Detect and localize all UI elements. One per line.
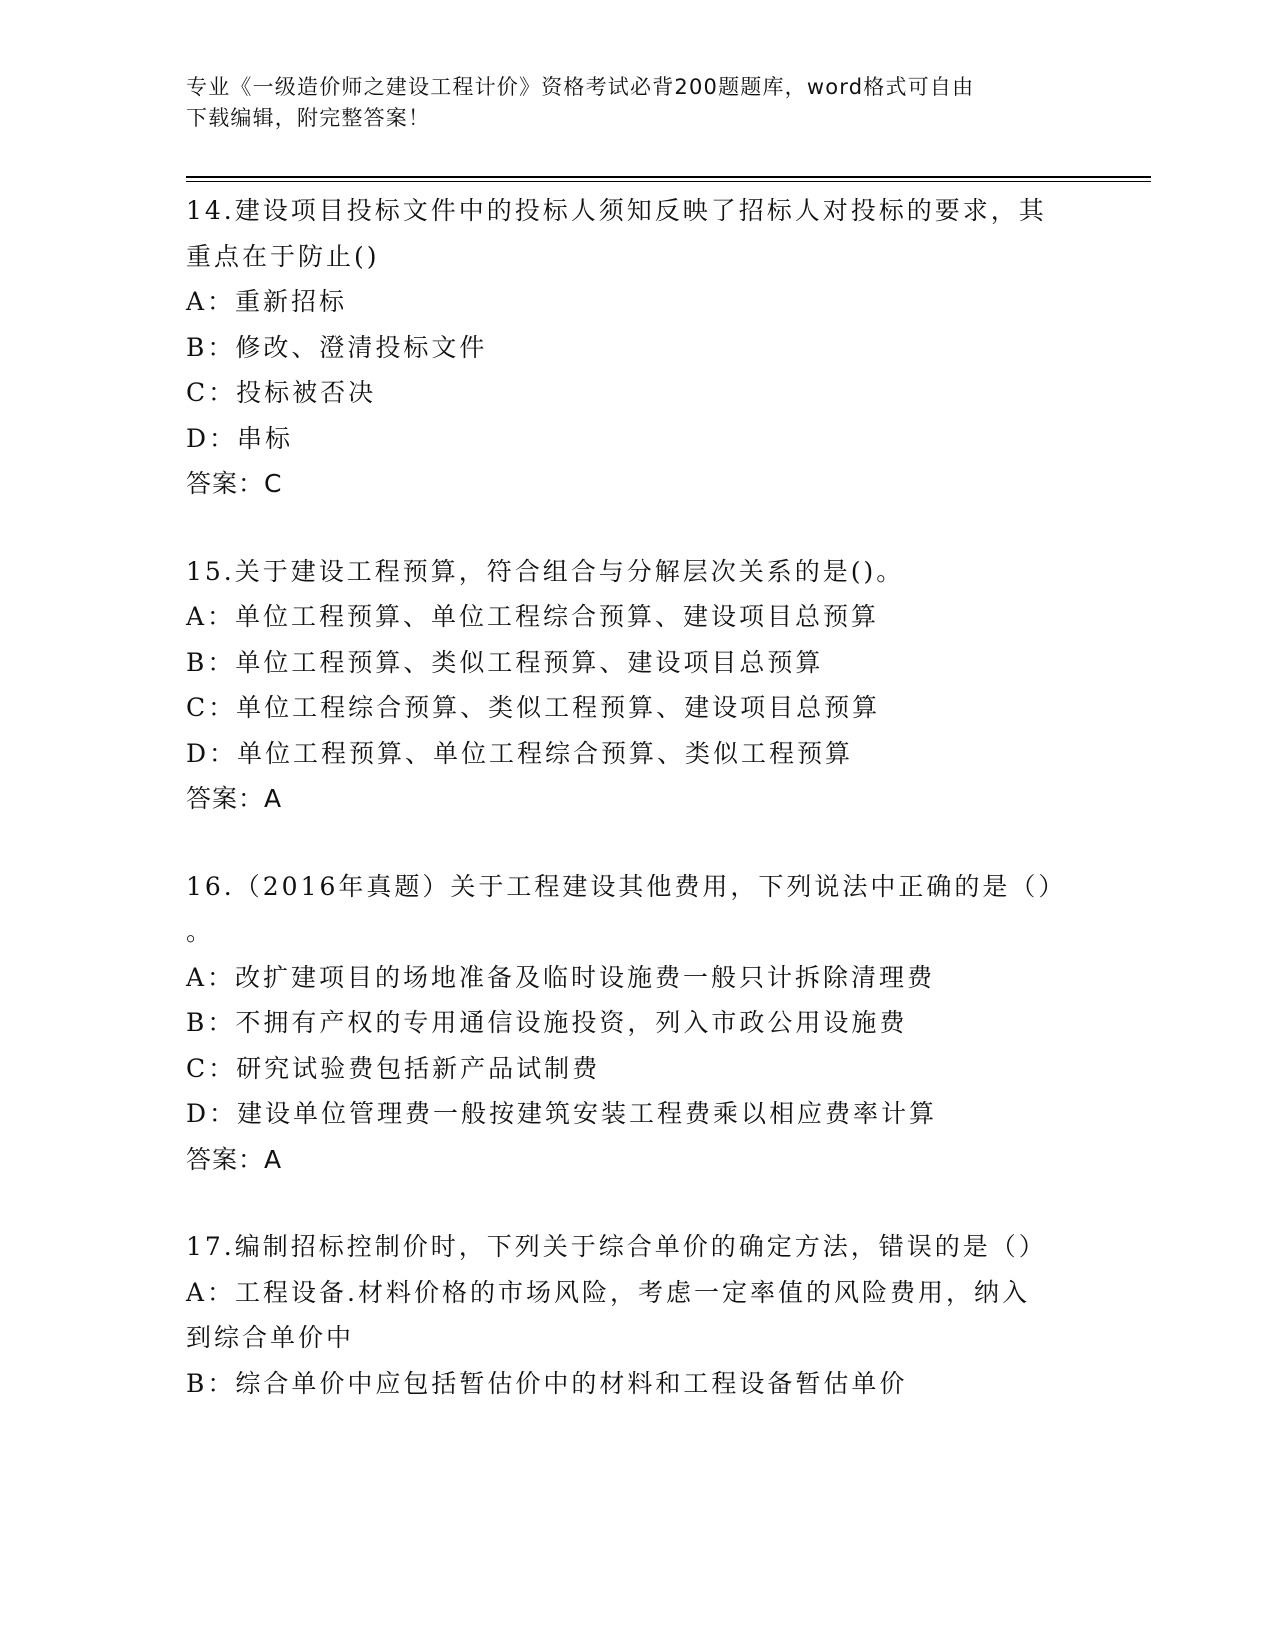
question-15: [186, 549, 1066, 822]
option-d: D：串标: [186, 423, 294, 453]
document-header: [186, 72, 1066, 134]
header-divider-thin: [186, 181, 1151, 182]
question-stem: 14.建设项目投标文件中的投标人须知反映了招标人对投标的要求，其: [186, 196, 1047, 225]
option-d: D：建设单位管理费一般按建筑安装工程费乘以相应费率计算: [186, 1099, 938, 1128]
question-stem-continued: 。: [186, 917, 215, 946]
answer: 答案：A: [186, 784, 283, 813]
question-list: [186, 188, 1066, 1448]
answer: 答案：A: [186, 1144, 283, 1174]
question-stem: 15.关于建设工程预算，符合组合与分解层次关系的是()。: [186, 556, 905, 586]
question-stem-continued: 重点在于防止(): [186, 241, 380, 271]
question-16: [186, 864, 1066, 1183]
answer: 答案：C: [186, 469, 283, 498]
option-b: B：不拥有产权的专用通信设施投资，列入市政公用设施费: [186, 1008, 908, 1037]
option-d: D：单位工程预算、单位工程综合预算、类似工程预算: [186, 738, 854, 768]
header-line-1: 专业《一级造价师之建设工程计价》资格考试必背200题题库，word格式可自由: [186, 75, 975, 99]
question-14: [186, 188, 1066, 507]
question-17: [186, 1224, 1066, 1406]
header-line-2: 下载编辑，附完整答案！: [186, 106, 431, 130]
option-a-continued: 到综合单价中: [186, 1323, 355, 1352]
option-b: B：修改、澄清投标文件: [186, 332, 488, 362]
option-b: B：综合单价中应包括暂估价中的材料和工程设备暂估单价: [186, 1368, 908, 1398]
option-c: C：投标被否决: [186, 378, 377, 407]
question-stem: 16.（2016年真题）关于工程建设其他费用，下列说法中正确的是（）: [186, 871, 1067, 901]
option-c: C：研究试验费包括新产品试制费: [186, 1053, 601, 1083]
option-a: A：重新招标: [186, 287, 348, 316]
option-b: B：单位工程预算、类似工程预算、建设项目总预算: [186, 647, 824, 677]
option-a: A：工程设备.材料价格的市场风险，考虑一定率值的风险费用，纳入: [186, 1277, 1031, 1307]
option-c: C：单位工程综合预算、类似工程预算、建设项目总预算: [186, 693, 881, 722]
header-divider-thick: [186, 176, 1151, 178]
question-stem: 17.编制招标控制价时，下列关于综合单价的确定方法，错误的是（）: [186, 1232, 1047, 1261]
option-a: A：单位工程预算、单位工程综合预算、建设项目总预算: [186, 602, 880, 631]
option-a: A：改扩建项目的场地准备及临时设施费一般只计拆除清理费: [186, 962, 936, 992]
